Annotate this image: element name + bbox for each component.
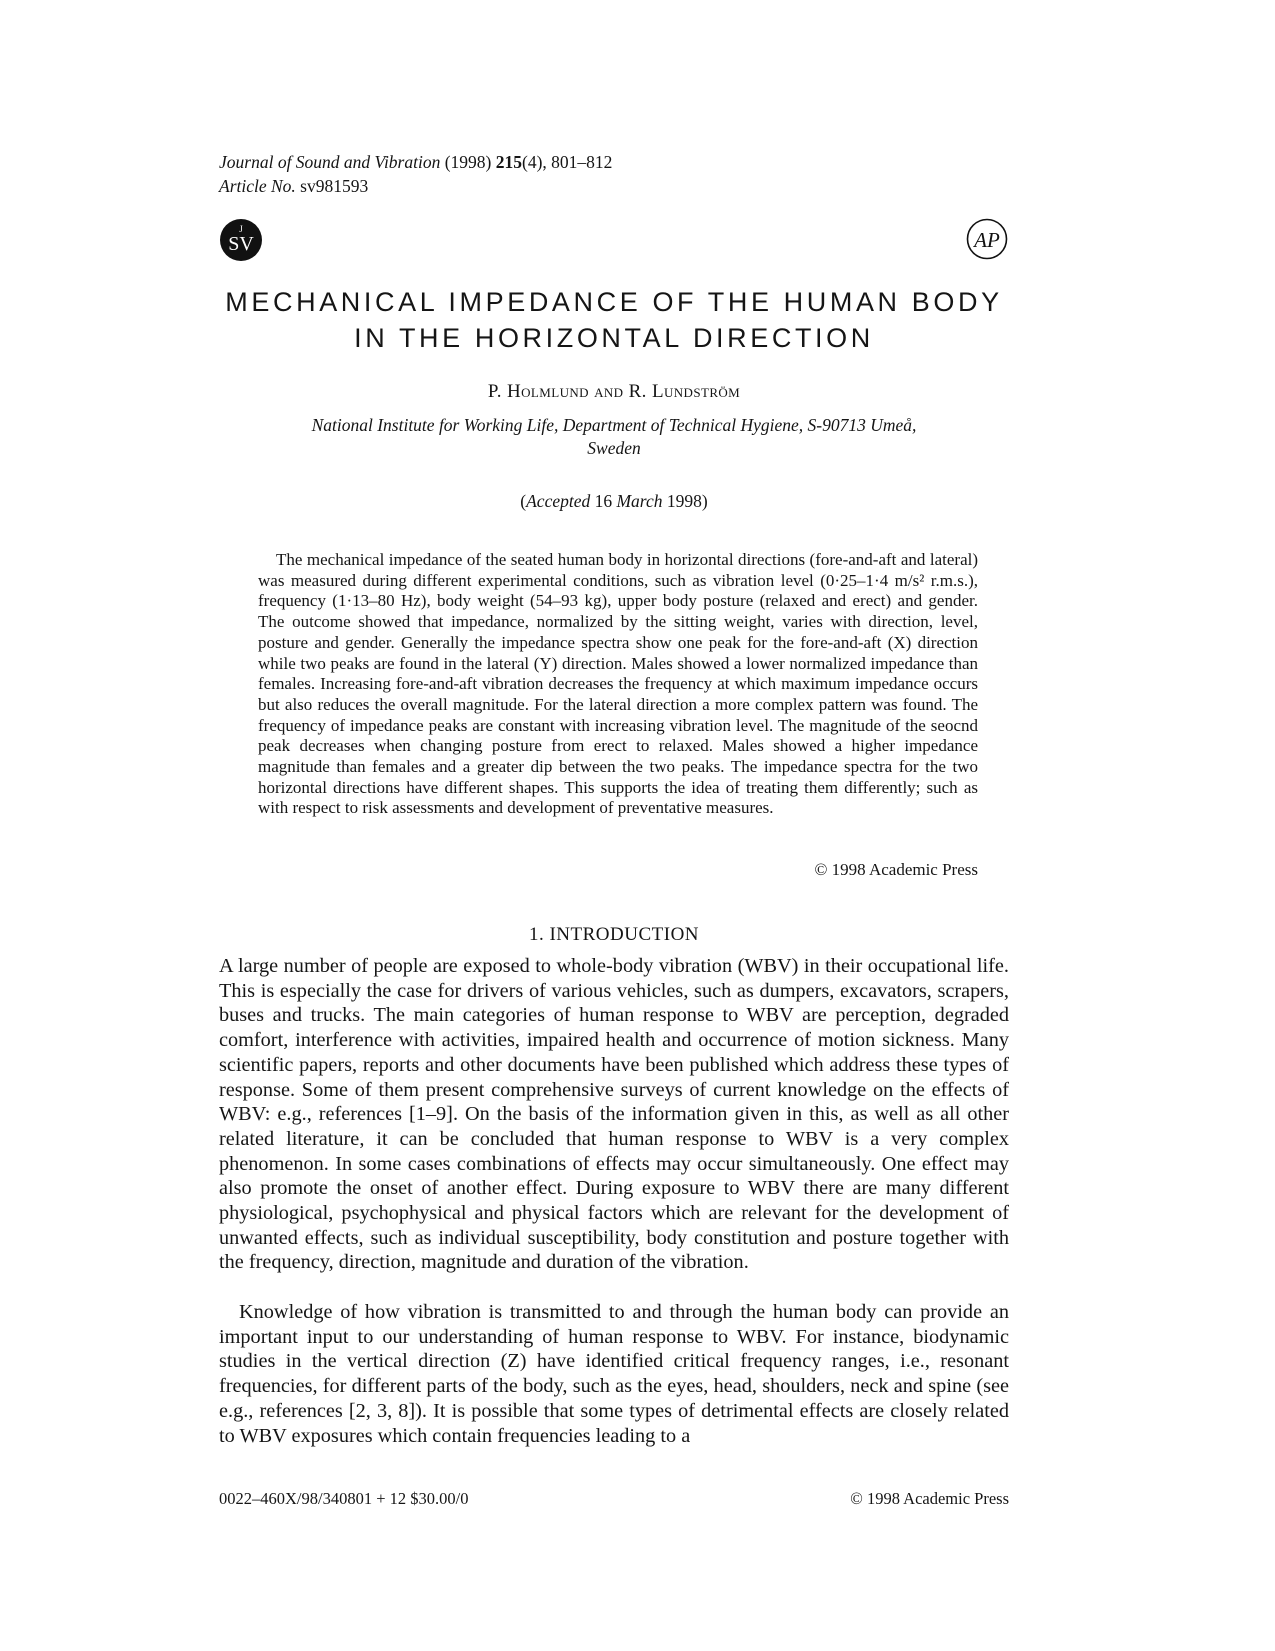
accepted-open-paren: ( — [520, 491, 527, 511]
journal-citation-line-2 — [219, 174, 612, 198]
academic-press-logo — [966, 218, 1008, 260]
journal-citation-line-1 — [219, 150, 612, 174]
article-number: sv981593 — [300, 176, 369, 196]
accepted-date — [219, 491, 1009, 512]
jsv-logo-text: SV — [228, 233, 254, 255]
body-paragraph-2: Knowledge of how vibration is transmitted to and through the human body can provide an important input to our understanding of human response to WBV. For instance, biodynamic studies in the vertical direction (Z) have identified critical frequency ranges, i.e., resonant frequencies, for different parts of the body, such as the eyes, head, shoulders, neck and spine (see e.g., references [2, 3, 8]). It is possible that some types of detrimental effects are closely related to WBV exposures which contain frequencies leading to a — [219, 1301, 1009, 1447]
affiliation-line-1: National Institute for Working Life, Department of Technical Hygiene, S-90713 Umeå, — [311, 415, 917, 435]
abstract-text: The mechanical impedance of the seated human body in horizontal directions (fore-and-aft and lateral) was measured during different experimental conditions, such as vibration level (0·25–1·4 m/s² r.m.s.), frequency (1·13–80 Hz), body weight (54–93 kg), upper body posture (relaxed and erect) and gender. The outcome showed that impedance, normalized by the sitting weight, varies with direction, level, posture and gender. Generally the impedance spectra show one peak for the fore-and-aft (X) direction while two peaks are found in the lateral (Y) direction. Males showed a lower normalized impedance than females. Increasing fore-and-aft vibration decreases the frequency at which maximum impedance occurs but also reduces the overall magnitude. For the lateral direction a more complex pattern was found. The frequency of impedance peaks are constant with increasing vibration level. The magnitude of the seocnd peak decreases when changing posture from erect to relaxed. Males showed a higher impedance magnitude than females and a greater dip between the two peaks. The impedance spectra for the two horizontal directions have different shapes. This supports the idea of treating them differently; such as with respect to risk assessments and development of preventative measures. — [258, 550, 978, 818]
accepted-year: 1998) — [662, 491, 708, 511]
jsv-logo — [219, 218, 263, 262]
title-line-2: IN THE HORIZONTAL DIRECTION — [354, 323, 874, 353]
paper-title — [219, 284, 1009, 356]
abstract-copyright: © 1998 Academic Press — [814, 860, 978, 879]
affiliation — [219, 414, 1009, 460]
academic-press-logo-text: AP — [974, 228, 1000, 252]
accepted-label: Accepted — [526, 491, 591, 511]
journal-issue-pages: (4), 801–812 — [522, 152, 613, 172]
footer-issn-code: 0022–460X/98/340801 + 12 $30.00/0 — [219, 1489, 469, 1508]
journal-year: (1998) — [444, 152, 492, 172]
section-heading-introduction: 1. INTRODUCTION — [528, 924, 700, 945]
jsv-logo-superscript: J — [239, 224, 243, 234]
body-paragraph-1: A large number of people are exposed to whole-body vibration (WBV) in their occupational life. This is especially the case for drivers of various vehicles, such as dumpers, excavators, scrapers, buses and trucks. The main categories of human response to WBV are perception, degraded comfort, interference with activities, impaired health and occurrence of motion sickness. Many scientific papers, reports and other documents have been published which address these types of response. Some of them present comprehensive surveys of current knowledge on the effects of WBV: e.g., references [1–9]. On the basis of the information given in this, as well as all other related literature, it can be concluded that human response to WBV is a very complex phenomenon. In some cases combinations of effects may occur simultaneously. One effect may also promote the onset of another effect. During exposure to WBV there are many different physiological, psychophysical and physical factors which are relevant for the development of unwanted effects, such as individual susceptibility, body constitution and posture together with the frequency, direction, magnitude and duration of the vibration. — [219, 955, 1009, 1274]
footer-copyright: © 1998 Academic Press — [850, 1489, 1009, 1508]
journal-name: Journal of Sound and Vibration — [219, 152, 441, 172]
accepted-month: March — [616, 491, 663, 511]
accepted-day: 16 — [590, 491, 617, 511]
title-line-1: MECHANICAL IMPEDANCE OF THE HUMAN BODY — [225, 287, 1003, 317]
journal-volume: 215 — [495, 152, 522, 172]
article-label: Article No. — [219, 176, 296, 196]
affiliation-line-2: Sweden — [587, 438, 641, 458]
authors: P. Holmlund and R. Lundström — [487, 381, 741, 402]
journal-citation — [219, 150, 612, 198]
